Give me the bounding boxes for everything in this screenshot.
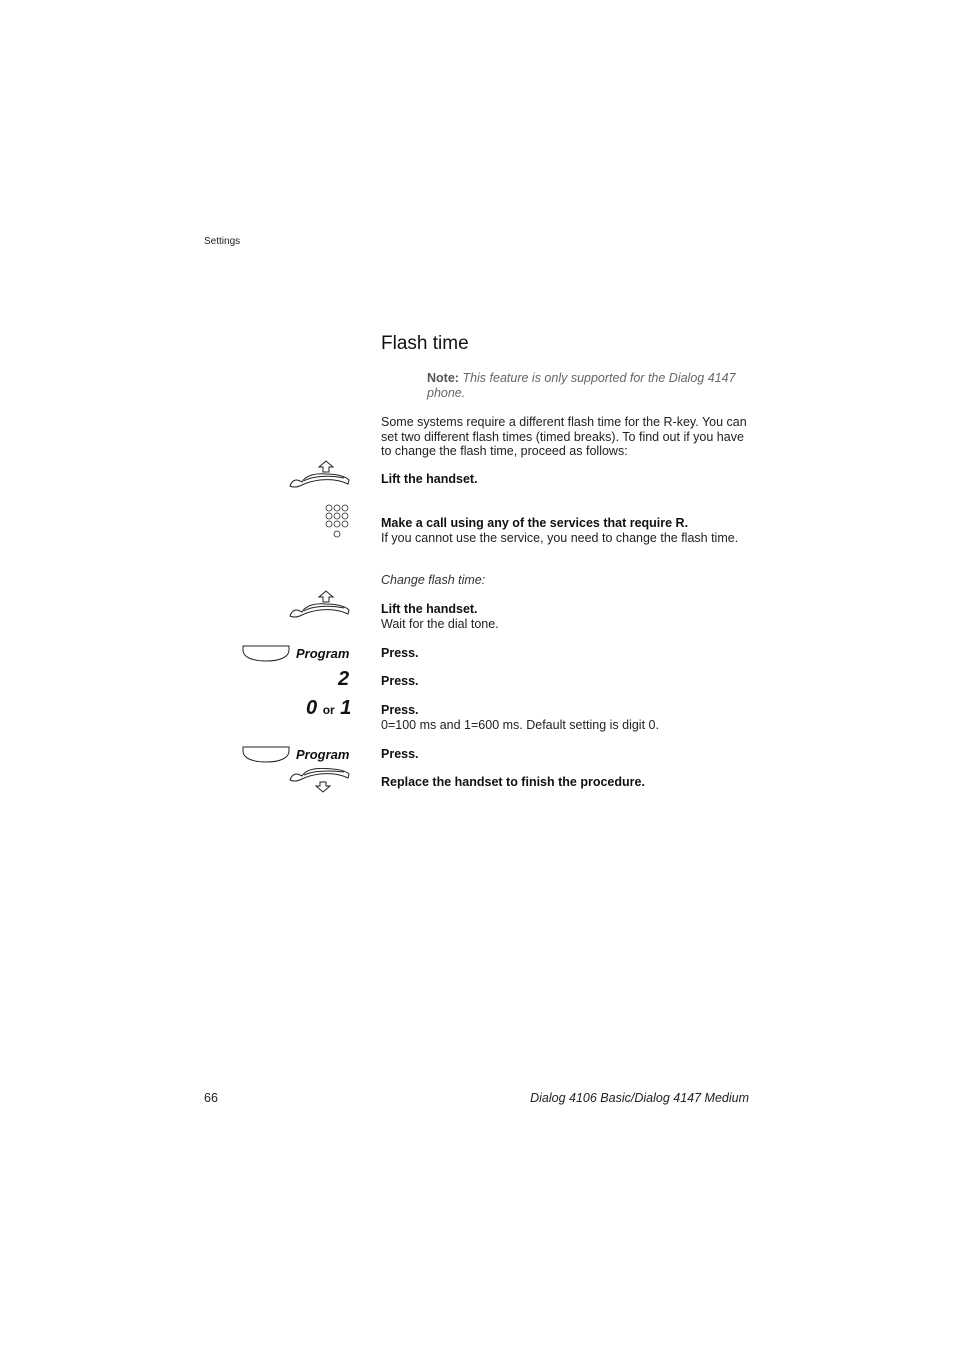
step-lift-handset-2-title: Lift the handset. — [381, 602, 478, 616]
step-press-digit — [381, 703, 749, 732]
footer-product: Dialog 4106 Basic/Dialog 4147 Medium — [530, 1091, 749, 1105]
step-press-2: Press. — [381, 674, 419, 688]
handset-replace-icon — [288, 768, 352, 794]
step-make-call — [381, 516, 749, 545]
program-key-icon — [242, 645, 290, 663]
step-replace-handset: Replace the handset to finish the procedure. — [381, 775, 645, 789]
step-press-program-2: Press. — [381, 747, 419, 761]
step-press-digit-title: Press. — [381, 703, 419, 717]
step-make-call-sub: If you cannot use the service, you need to change the flash time. — [381, 530, 739, 545]
intro-text: Some systems require a different flash time for the R-key. You can set two different flash times (timed breaks). To find out if you have to change the flash time, proceed as follows: — [381, 415, 747, 459]
program-key-label: Program — [296, 646, 350, 661]
digit-choice — [306, 697, 351, 720]
handset-lift-icon — [288, 590, 352, 620]
step-press-program: Press. — [381, 646, 419, 660]
step-lift-handset: Lift the handset. — [381, 472, 478, 486]
page-number: 66 — [204, 1091, 218, 1105]
section-label: Settings — [204, 236, 241, 247]
program-key-icon — [242, 746, 290, 764]
digit-1: 1 — [340, 697, 352, 719]
note-label: Note: — [427, 371, 459, 385]
note — [427, 371, 747, 401]
keypad-icon — [325, 504, 351, 540]
digit-0: 0 — [306, 697, 318, 719]
step-lift-handset-2-sub: Wait for the dial tone. — [381, 616, 499, 631]
handset-lift-icon — [288, 460, 352, 490]
program-key-label-2: Program — [296, 747, 350, 762]
step-press-digit-sub: 0=100 ms and 1=600 ms. Default setting is digit 0. — [381, 717, 659, 732]
subheading-change-flash: Change flash time: — [381, 573, 486, 587]
digit-2: 2 — [338, 668, 350, 690]
step-lift-handset-2 — [381, 602, 749, 631]
step-make-call-title: Make a call using any of the services that require R. — [381, 516, 689, 530]
page-title: Flash time — [381, 333, 469, 354]
or-label: or — [322, 703, 335, 717]
note-text: This feature is only supported for the Dialog 4147 phone. — [427, 371, 736, 400]
